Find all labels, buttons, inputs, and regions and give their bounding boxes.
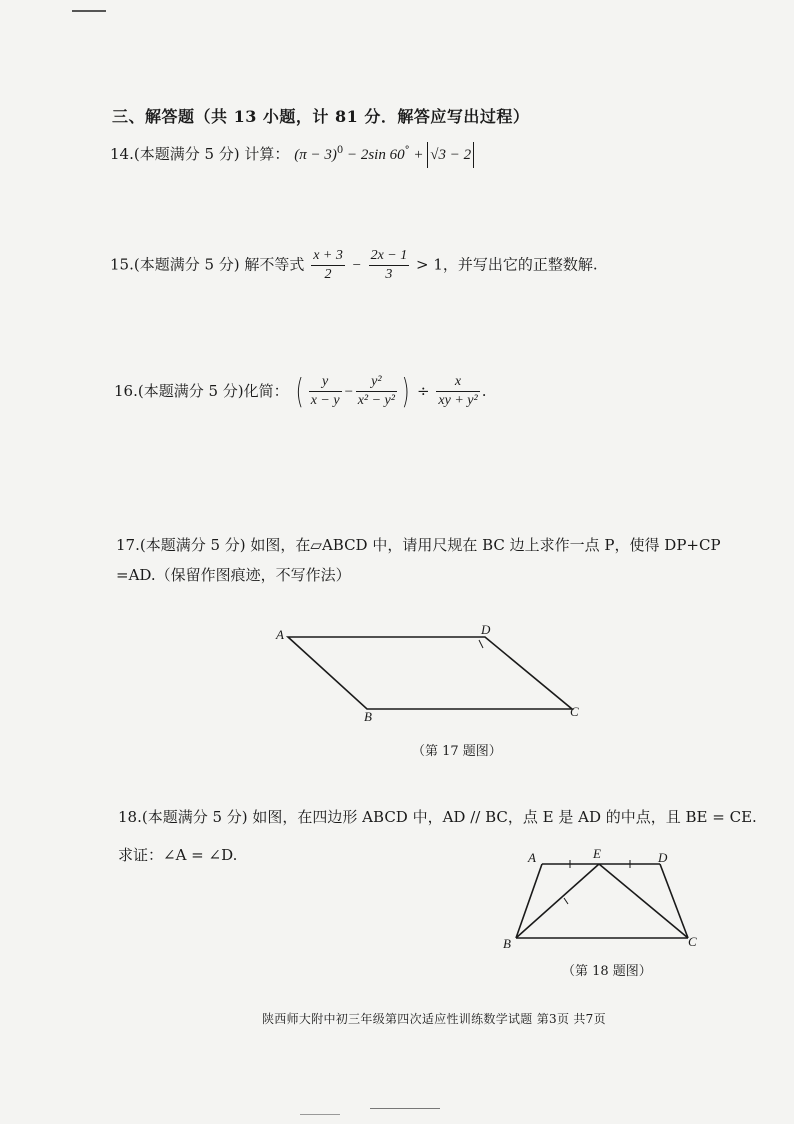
question-prefix: (本题满分 5 分) 解不等式 — [133, 255, 305, 274]
numerator: x — [436, 374, 479, 392]
tick-mark — [564, 898, 568, 904]
minus-sign: − — [351, 257, 362, 274]
question-tail: . — [481, 382, 487, 400]
figure-18-caption: （第 18 题图） — [562, 964, 652, 979]
left-paren: ( — [296, 372, 305, 412]
question-number: 18. — [118, 808, 142, 826]
scan-mark-bottom — [300, 1114, 340, 1115]
question-18 — [118, 806, 757, 827]
expression-part: (π − 3) — [294, 147, 337, 163]
question-line-1: (本题满分 5 分) 如图，在▱ABCD 中，请用尺规在 BC 边上求作一点 P，使得 DP+CP — [139, 536, 721, 554]
question-number: 16. — [114, 382, 138, 400]
question-prefix: (本题满分 5 分) 计算： — [133, 145, 290, 163]
parallelogram-abcd — [288, 637, 572, 709]
label-d: D — [658, 850, 668, 865]
question-15 — [110, 248, 598, 283]
absolute-value: √3 − 2 — [427, 142, 474, 168]
question-prefix: (本题满分 5 分)化简： — [137, 382, 289, 400]
label-c: C — [688, 934, 697, 949]
label-b: B — [503, 936, 511, 951]
question-16 — [114, 372, 486, 412]
figure-17-caption: （第 17 题图） — [412, 744, 502, 759]
denominator: xy + y² — [438, 393, 478, 409]
minus-sign: − — [343, 384, 354, 400]
numerator: 2x − 1 — [369, 248, 410, 266]
expression-part: − 2sin 60 — [343, 147, 405, 163]
question-17-line-2: =AD.（保留作图痕迹，不写作法） — [116, 566, 351, 584]
label-c: C — [570, 704, 579, 719]
fraction — [309, 374, 342, 409]
label-b: B — [364, 709, 372, 724]
label-e: E — [593, 846, 601, 861]
numerator: x + 3 — [311, 248, 345, 266]
numerator: y² — [356, 374, 397, 392]
scan-mark-top — [72, 10, 106, 12]
question-number: 15. — [110, 255, 134, 274]
fraction — [369, 248, 410, 283]
denominator: x² − y² — [357, 393, 395, 409]
figure-17-parallelogram — [270, 622, 590, 732]
tick-mark — [479, 640, 483, 648]
question-14 — [110, 142, 474, 168]
denominator: x − y — [310, 393, 340, 409]
question-tail: > 1，并写出它的正整数解. — [416, 255, 598, 274]
question-number: 14. — [110, 145, 134, 163]
section-title: 三、解答题（共 13 小题，计 81 分．解答应写出过程） — [112, 107, 530, 126]
question-17 — [116, 534, 721, 555]
numerator: y — [309, 374, 342, 392]
denominator: 3 — [385, 266, 393, 282]
fraction — [436, 374, 479, 409]
question-number: 17. — [116, 536, 140, 554]
fraction — [311, 248, 345, 283]
page-footer: 陕西师大附中初三年级第四次适应性训练数学试题 第3页 共7页 — [262, 1012, 606, 1026]
figure-18-trapezoid — [498, 842, 708, 952]
label-a: A — [276, 627, 284, 642]
denominator: 2 — [324, 266, 332, 282]
exponent: 0 — [336, 145, 344, 156]
label-a: A — [528, 850, 536, 865]
fraction — [356, 374, 397, 409]
scan-mark-bottom — [370, 1108, 440, 1109]
expression-part: + — [409, 147, 428, 163]
right-paren: ) — [401, 372, 410, 412]
question-line-1: (本题满分 5 分) 如图，在四边形 ABCD 中，AD // BC，点 E 是 AD 的中点，且 BE = CE. — [141, 808, 757, 826]
label-d: D — [481, 622, 491, 637]
degree-symbol: ° — [404, 145, 410, 156]
divide-sign: ÷ — [417, 382, 430, 400]
question-18-line-2: 求证：∠A = ∠D. — [118, 846, 238, 864]
